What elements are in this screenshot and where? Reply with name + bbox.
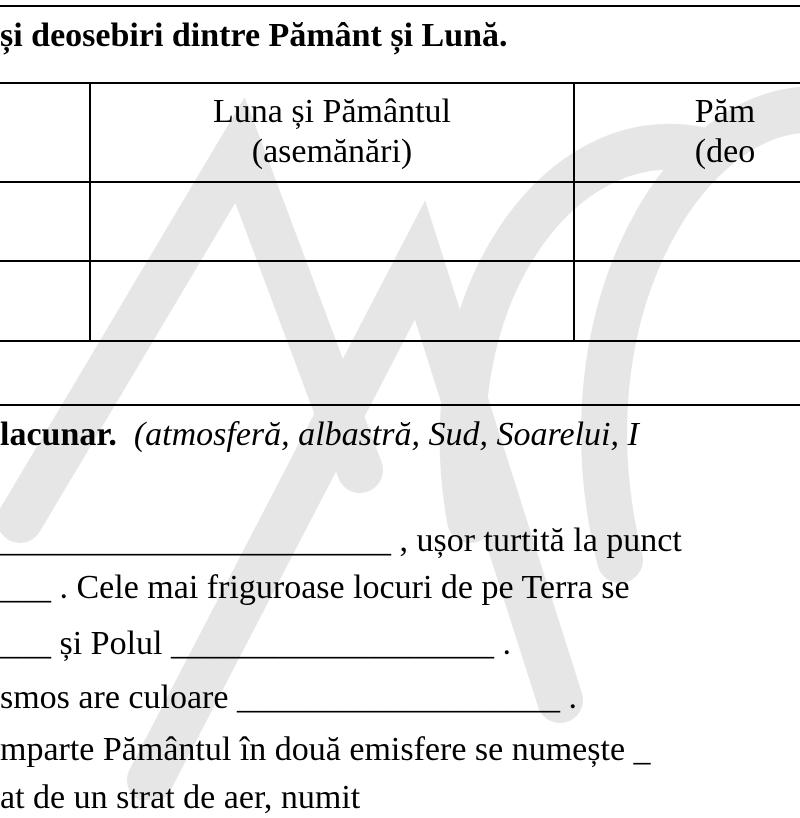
watermark-stroke [463,147,700,520]
section2-title [0,415,639,455]
fill-line-3: ___ și Polul ___________________ . [0,625,511,662]
header-deosebiri-line2: (deo [694,133,756,170]
table-row1-bottom [0,260,800,262]
fill-line-4: smos are culoare ___________________ . [0,679,577,716]
fill-line-1: _______________________ , ușor turtită la punct [0,522,682,559]
section2-word-list: (atmosferă, albastră, Sud, Soarelui, I [133,416,639,453]
header-deosebiri-line1: Păm [694,93,756,130]
fill-line-6: at de un strat de aer, numit [0,779,361,816]
watermark-stroke [20,150,360,520]
header-asemanari-line2: (asemănări) [251,133,413,170]
watermark-stroke [604,110,800,560]
section1-title: și deosebiri dintre Pământ și Lună. [0,17,508,54]
fill-line-2: ___ . Cele mai friguroase locuri de pe Terra se [0,569,630,606]
header-asemanari-line1: Luna și Pământul [213,93,451,130]
table-top-border [0,82,800,84]
section2-top-border [0,404,800,406]
top-border [0,5,800,7]
table-row2-bottom [0,340,800,342]
header-asemanari [91,92,573,172]
fill-line-5: mparte Pământul în două emisfere se numește _ [0,731,651,768]
section2-title-bold: lacunar. [0,416,117,453]
table-header-bottom [0,181,800,183]
header-deosebiri [575,92,800,172]
